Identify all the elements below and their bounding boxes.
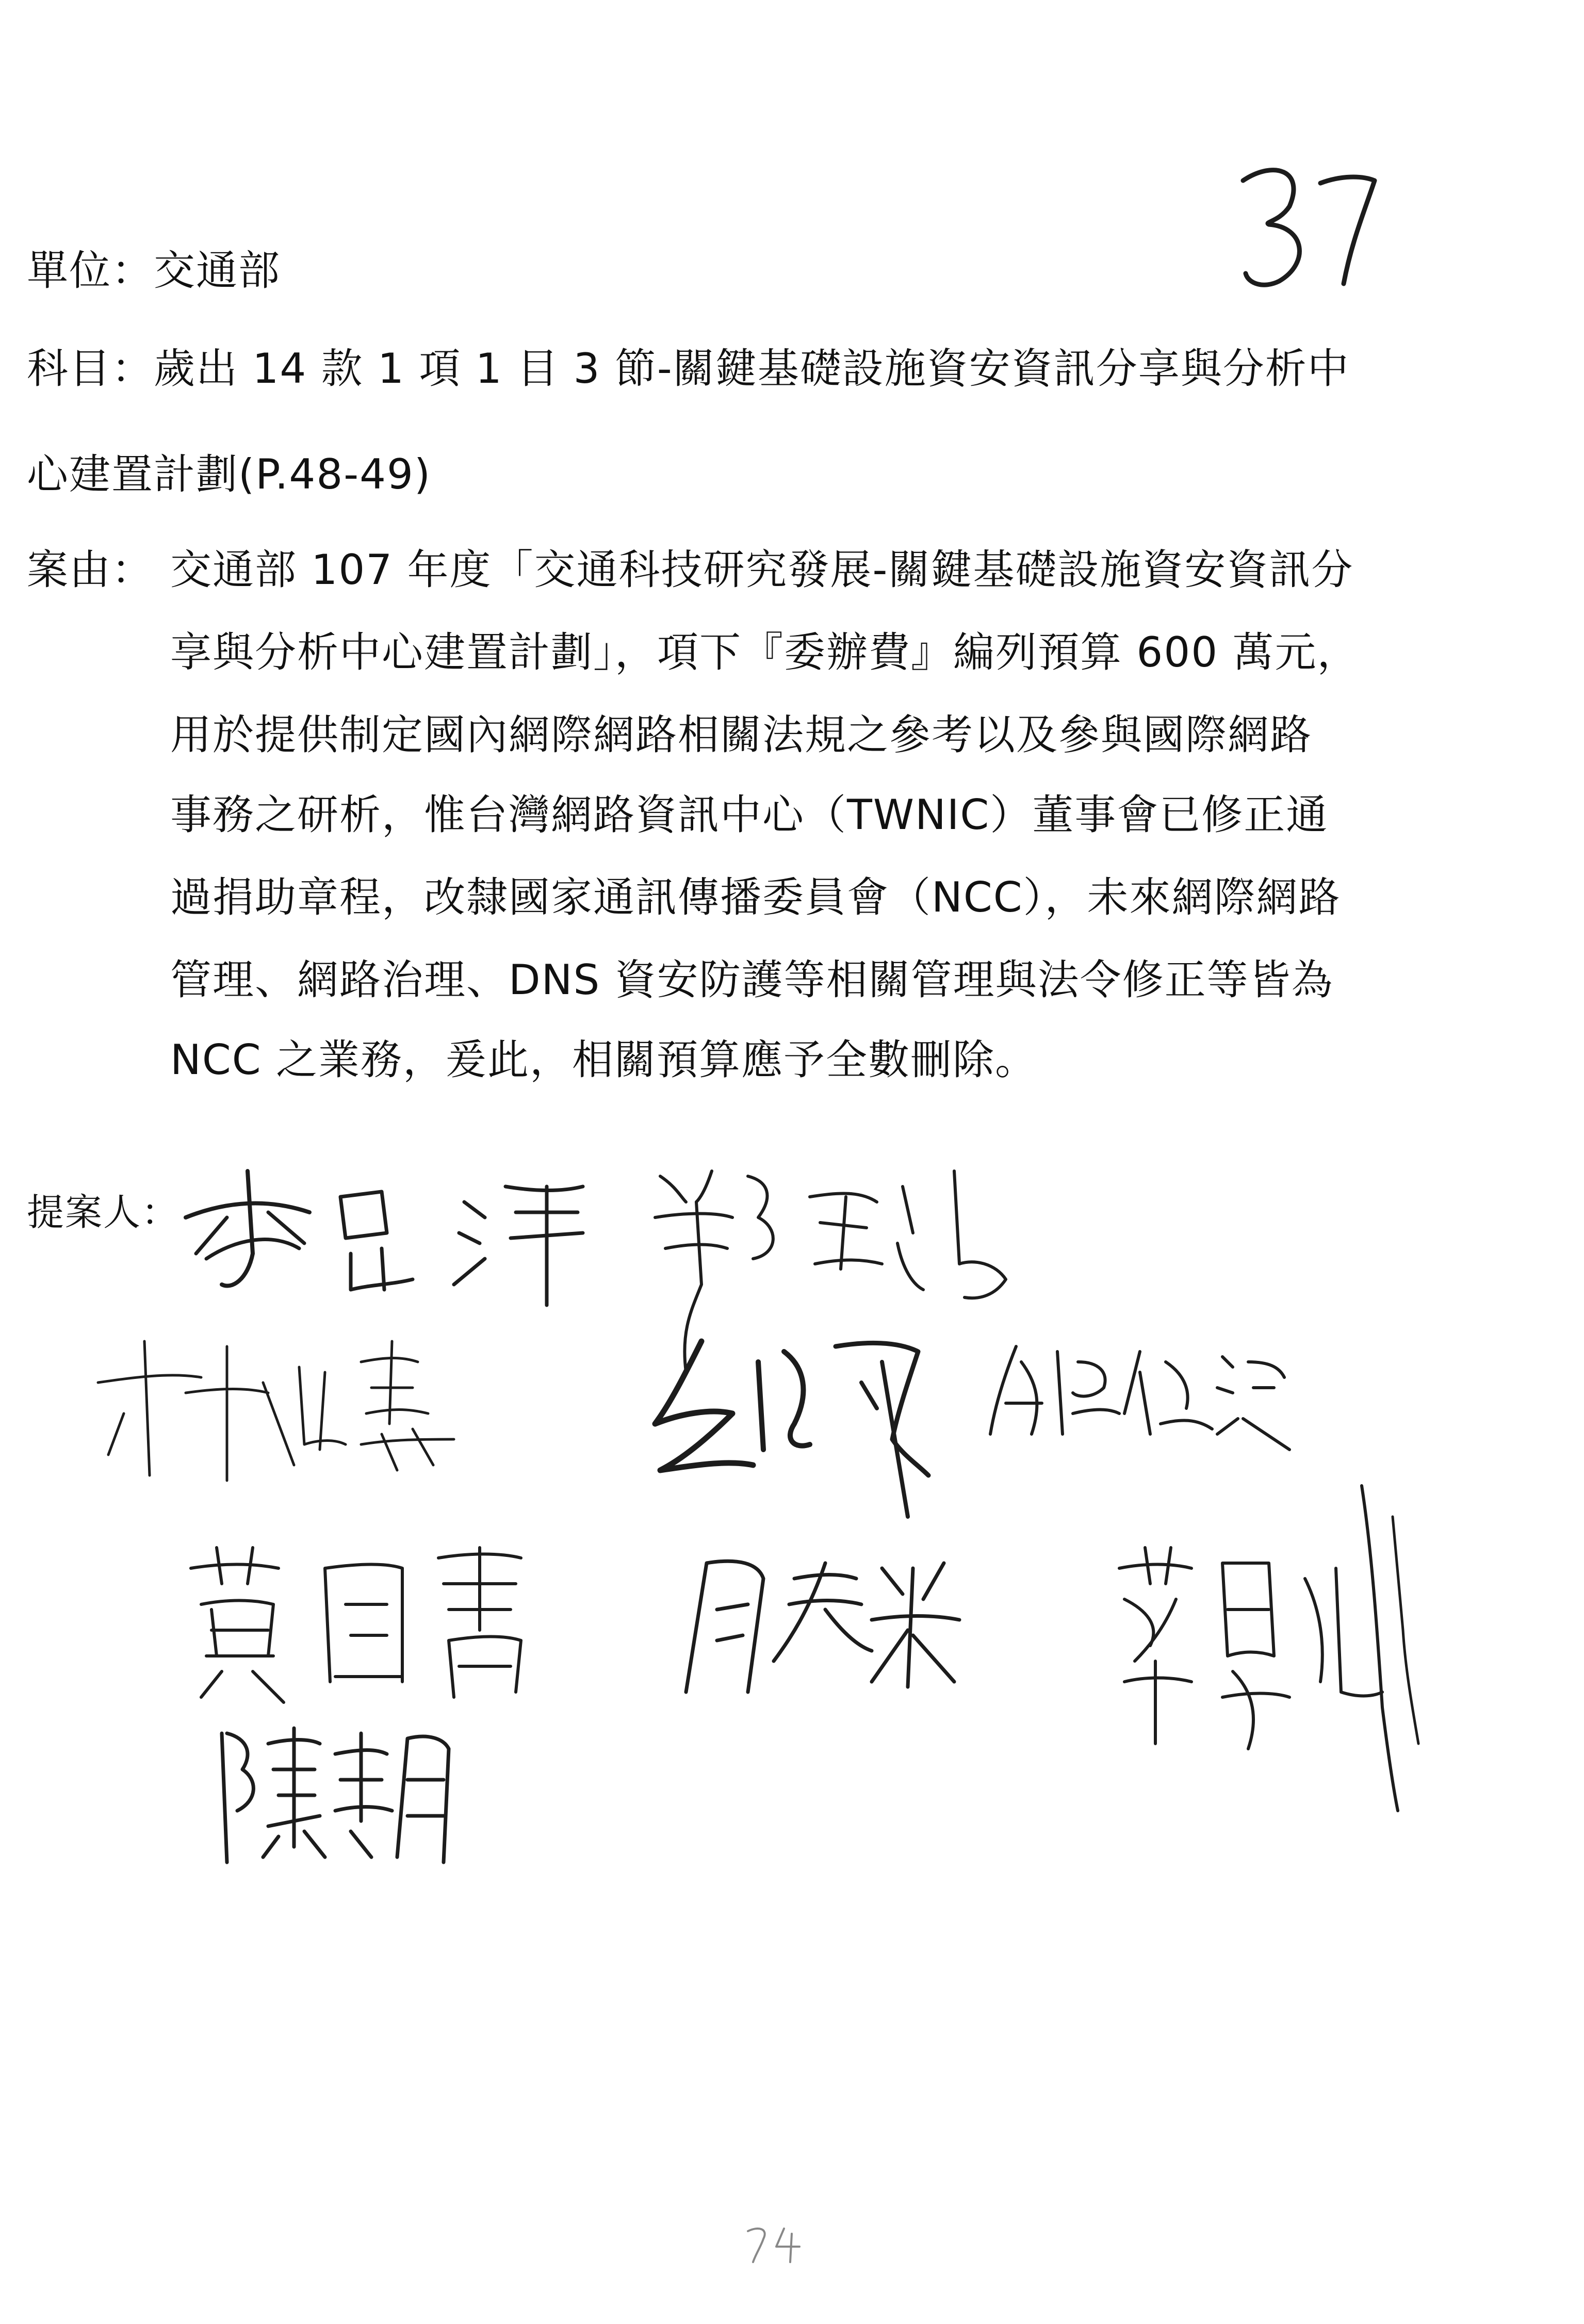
subject-text-1: 歲出 14 款 1 項 1 目 3 節-關鍵基礎設施資安資訊分享與分析中 <box>154 345 1350 393</box>
subject-text-2: 心建置計劃(P.48-49) <box>27 450 432 498</box>
reason-line-7: NCC 之業務，爰此，相關預算應予全數刪除。 <box>170 1036 1037 1084</box>
handwritten-page-number <box>1233 160 1387 294</box>
signature-1 <box>175 1156 598 1310</box>
subject-line-1 <box>27 343 1350 395</box>
reason-label: 案由： <box>27 546 154 594</box>
reason-line-1: 交通部 107 年度「交通科技研究發展-關鍵基礎設施資安資訊分 <box>170 546 1354 594</box>
signature-5 <box>985 1331 1295 1465</box>
reason-line-6: 管理、網路治理、DNS 資安防護等相關管理與法令修正等皆為 <box>170 956 1334 1004</box>
footer-page-number <box>743 2223 805 2265</box>
signature-9 <box>211 1713 459 1867</box>
reason-line-2: 享與分析中心建置計劃」，項下『委辦費』編列預算 600 萬元， <box>170 628 1360 676</box>
signature-4 <box>640 1321 959 1522</box>
subject-label: 科目： <box>27 345 154 393</box>
signature-7 <box>676 1548 965 1702</box>
signature-3 <box>93 1321 469 1491</box>
reason-line-4: 事務之研析，惟台灣網路資訊中心（TWNIC）董事會已修正通 <box>170 791 1329 839</box>
unit-value: 交通部 <box>154 247 281 295</box>
reason-line-3: 用於提供制定國內網際網路相關法規之參考以及參與國際網路 <box>170 711 1312 759</box>
reason-line-5: 過捐助章程，改隸國家通訊傳播委員會（NCC），未來網際網路 <box>170 873 1341 921</box>
unit-label: 單位： <box>27 247 154 295</box>
signature-8 <box>1104 1475 1424 1816</box>
signature-6 <box>181 1537 542 1708</box>
proposer-label: 提案人： <box>27 1191 180 1234</box>
subject-line-2 <box>27 449 431 500</box>
unit-line <box>27 245 281 297</box>
